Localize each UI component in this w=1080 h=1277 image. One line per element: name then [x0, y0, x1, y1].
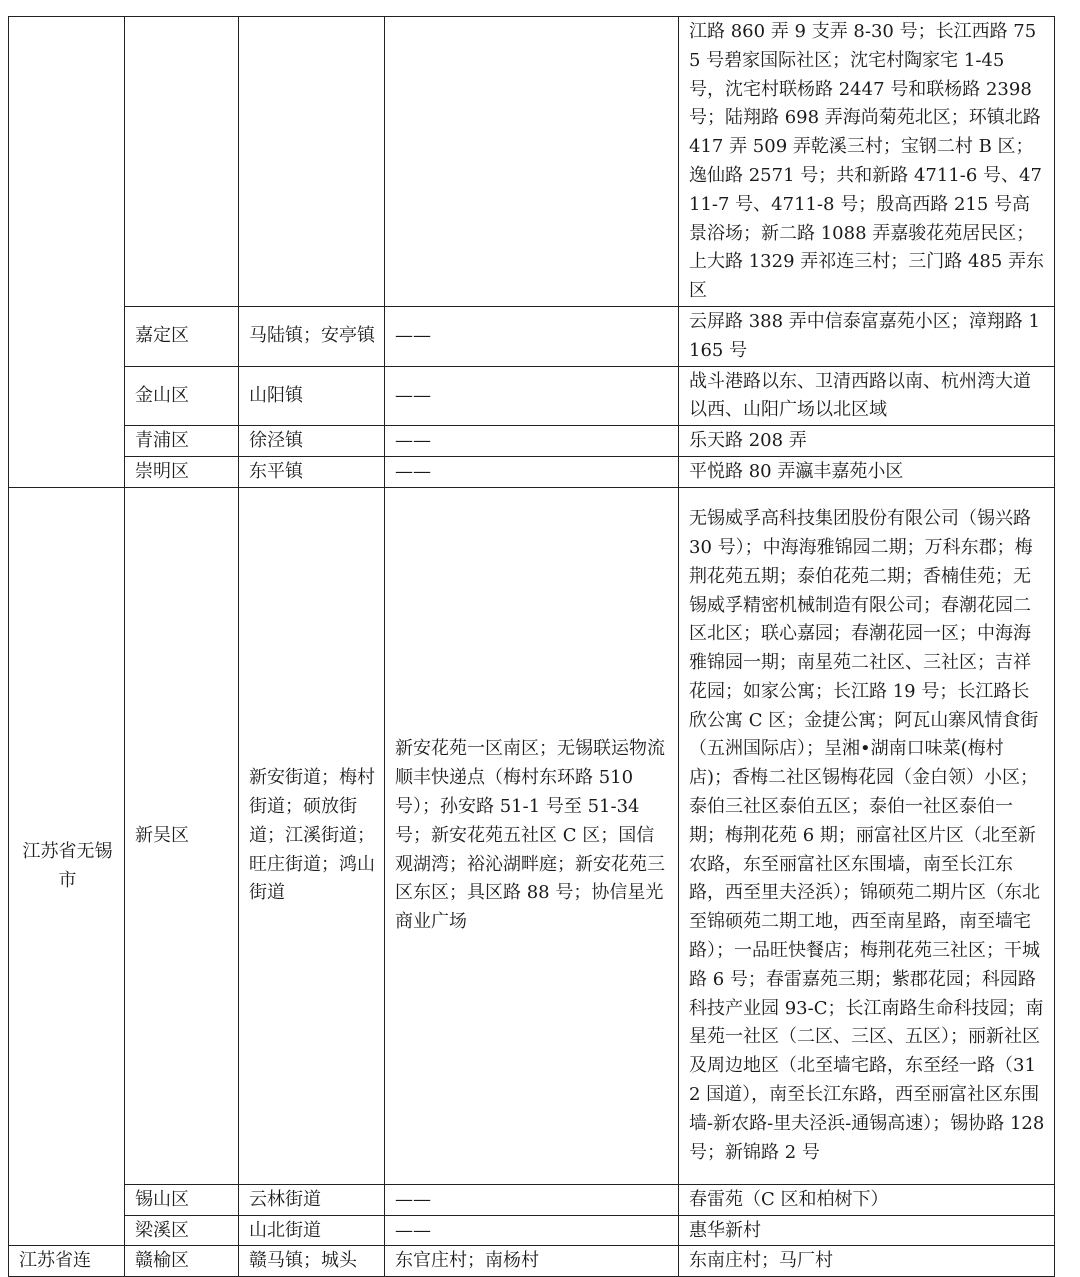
district-cell: 锡山区	[125, 1184, 239, 1215]
risk-area-table	[8, 16, 1055, 1277]
town-cell: 山阳镇	[239, 366, 385, 426]
table-row	[9, 426, 1055, 457]
mid-risk-cell: 东南庄村；马厂村	[679, 1246, 1055, 1277]
high-risk-cell: ——	[385, 456, 679, 487]
table-row	[9, 1184, 1055, 1215]
table-row	[9, 456, 1055, 487]
mid-risk-cell: 平悦路 80 弄瀛丰嘉苑小区	[679, 456, 1055, 487]
town-cell	[239, 17, 385, 307]
mid-risk-cell: 云屏路 388 弄中信泰富嘉苑小区；漳翔路 1165 号	[679, 307, 1055, 367]
mid-risk-cell: 江路 860 弄 9 支弄 8-30 号；长江西路 755 号碧家国际社区；沈宅村陶家宅 1-45 号，沈宅村联杨路 2447 号和联杨路 2398 号；陆翔路 698 弄海尚菊苑北区；环镇北路 417 弄 509 弄乾溪三村；宝钢二村 B 区；逸仙路 2571 号；共和新路 4711-6 号、4711-7 号、4711-8 号；殷高西路 215 号高景浴场；新二路 1088 弄嘉骏花苑居民区；上大路 1329 弄祁连三村；三门路 485 弄东区	[679, 17, 1055, 307]
mid-risk-cell: 乐天路 208 弄	[679, 426, 1055, 457]
table-row	[9, 366, 1055, 426]
town-cell: 赣马镇；城头	[239, 1246, 385, 1277]
high-risk-cell: ——	[385, 426, 679, 457]
province-cell	[9, 17, 125, 488]
district-cell: 新吴区	[125, 487, 239, 1184]
table-row	[9, 1246, 1055, 1277]
district-cell	[125, 17, 239, 307]
town-cell: 徐泾镇	[239, 426, 385, 457]
district-cell: 梁溪区	[125, 1215, 239, 1246]
high-risk-cell: 东官庄村；南杨村	[385, 1246, 679, 1277]
table-row	[9, 307, 1055, 367]
table-row	[9, 17, 1055, 307]
mid-risk-cell: 无锡威孚高科技集团股份有限公司（锡兴路 30 号）；中海海雅锦园二期；万科东郡；梅荆花苑五期；泰伯花苑二期；香楠佳苑；无锡威孚精密机械制造有限公司；春潮花园二区北区；联心嘉园；春潮花园一区；中海海雅锦园一期；南星苑二社区、三社区；吉祥花园；如家公寓；长江路 19 号；长江路长欣公寓 C 区；金捷公寓；阿瓦山寨风情食街（五洲国际店）；呈湘•湖南口味菜(梅村店)；香梅二社区锡梅花园（金白领）小区；泰伯三社区泰伯五区；泰伯一社区泰伯一期；梅荆花苑 6 期；丽富社区片区（北至新农路，东至丽富社区东围墙，南至长江东路，西至里夫泾浜）；锦硕苑二期片区（东北至锦硕苑二期工地，西至南星路，南至墙宅路）；一品旺快餐店；梅荆花苑三社区；干城路 6 号；春雷嘉苑三期；紫郡花园；科园路科技产业园 93-C；长江南路生命科技园；南星苑一社区（二区、三区、五区）；丽新社区及周边地区（北至墙宅路，东至经一路（312 国道），南至长江东路，西至丽富社区东围墙-新农路-里夫泾浜-通锡高速）；锡协路 128 号；新锦路 2 号	[679, 487, 1055, 1184]
town-cell: 马陆镇；安亭镇	[239, 307, 385, 367]
high-risk-cell: 新安花苑一区南区；无锡联运物流顺丰快递点（梅村东环路 510 号）；孙安路 51-1 号至 51-34 号；新安花苑五社区 C 区；国信观湖湾；裕沁湖畔庭；新安花苑三区东区；具区路 88 号；协信星光商业广场	[385, 487, 679, 1184]
mid-risk-cell: 春雷苑（C 区和柏树下）	[679, 1184, 1055, 1215]
district-cell: 青浦区	[125, 426, 239, 457]
table-row	[9, 1215, 1055, 1246]
town-cell: 东平镇	[239, 456, 385, 487]
district-cell: 赣榆区	[125, 1246, 239, 1277]
town-cell: 山北街道	[239, 1215, 385, 1246]
high-risk-cell: ——	[385, 1215, 679, 1246]
province-cell: 江苏省无锡市	[9, 487, 125, 1246]
province-cell: 江苏省连	[9, 1246, 125, 1277]
high-risk-cell: ——	[385, 366, 679, 426]
high-risk-cell	[385, 17, 679, 307]
district-cell: 嘉定区	[125, 307, 239, 367]
district-cell: 金山区	[125, 366, 239, 426]
district-cell: 崇明区	[125, 456, 239, 487]
town-cell: 云林街道	[239, 1184, 385, 1215]
high-risk-cell: ——	[385, 1184, 679, 1215]
mid-risk-cell: 战斗港路以东、卫清西路以南、杭州湾大道以西、山阳广场以北区域	[679, 366, 1055, 426]
high-risk-cell: ——	[385, 307, 679, 367]
town-cell: 新安街道；梅村街道；硕放街道；江溪街道；旺庄街道；鸿山街道	[239, 487, 385, 1184]
table-row	[9, 487, 1055, 1184]
mid-risk-cell: 惠华新村	[679, 1215, 1055, 1246]
